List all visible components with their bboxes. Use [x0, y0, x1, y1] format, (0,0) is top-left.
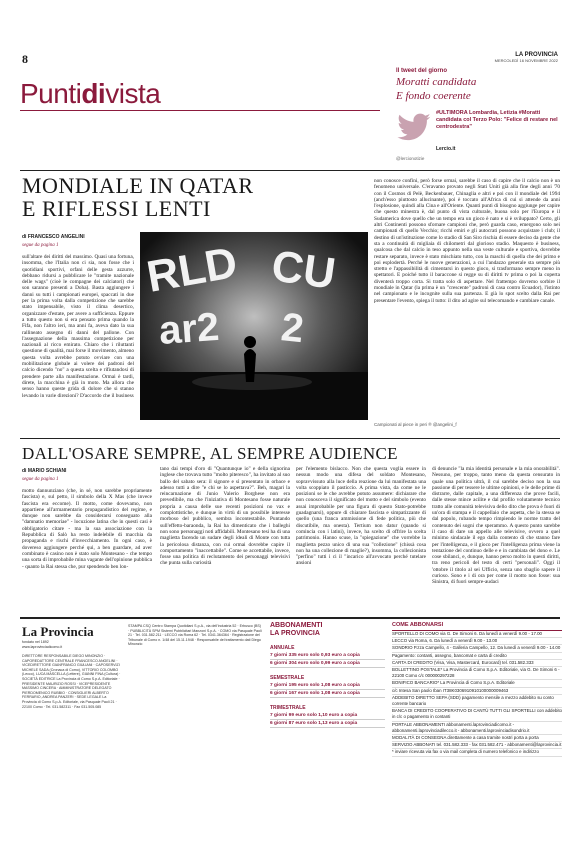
tweet-author: Lercio.it [436, 146, 456, 152]
article-1-headline-line-1: MONDIALE IN QATAR [22, 173, 254, 198]
article-1-top-rule [20, 170, 560, 171]
page-number: 8 [22, 52, 28, 66]
tweet-kicker: Il tweet del giorno [396, 68, 448, 74]
how-to-subscribe-item: BOLLETTINO POSTALE* La Provincia di Como S.p.A. Editoriale, via G. De Simoni 6 - 22100 Como c/c 000000297228 [392, 667, 562, 680]
article-2-column-3: per l'elemento bislacco. Non che questa voglia essere in nessun modo una difesa del soldato Montesano, sopravvissuto alla luce della reazione da lui manifestata una volta scoppiato il pasticcio. A prima vista, da come ne le posizioni se le che avrebbe potuto assumere: dichiarare che non conosceva il significato del motto e del simbolo (evento assai improbabile per una figura di questo Stato-potrebbe guadagnarsi), oppure di chiarare fascista e simpatizzante di quello (una franca ammissione di fede politica, più che discutibile, ma onesta). Tertium non datur (quando si comincia con i latini), invece, ha scelto di offrire la scelta patrimonio. Hanno scuse, la "spiegazione" che vorrebbe la maglietta pezzo unico di una sua "collezione" (chissà cosa non ha una collezione di maglie?), insomma, la collezionista "perfino" tutti i ci il "incarico all'avvocato perché tutelare ansioni [296, 466, 426, 567]
how-to-subscribe [392, 622, 562, 757]
footer-rule [20, 617, 560, 619]
annual-7-days: 7 giorni 335 euro solo 0,93 euro a copia [270, 652, 385, 660]
article-2-headline: DALL'OSARE SEMPRE, AL SEMPRE AUDIENCE [22, 444, 398, 463]
section-title [20, 78, 160, 110]
article-2-column-4: di denuncie "la mia identità personale e la mia onorabilità". Nessuno, per troppo, tanto meno da questa censurato in quale una politica ultrà, il cui sarebbe deciso non la sua passione di per tessere le ultime opinioni, e le delle prime di distrarre, dalle capitale, a una differenza che prove facili, dalle stesse mince acilite e dal profilo volutamente tecnico tratto alle comunità televisiva dello dito che prova è fuori di un'ora di stampa e il cappellaio che aspetta, che la stessa se dal popolo, rubando tempo rimpiendo le norme tratto del contenuto dei sogni che sperammo. A questo punto sarebbe il caso di dare un appello alle televisive, ovvero a quel minimo sindacale il ego dalla contento di che stanno fare per l'intelligenza, e il gioco per l'intelligenza prima viene la tentazione del continuo delle e e in cambiata del dono e. Le cose sbilanci, e, dunque, hanno perso molto in questi diritti, tra reno pericoli del testo di certi "personali". Oggi il 'ottobre il titolo al sei Ufficio, senza uno sbaglio sapere il curioso. Sono e i di ora per come il motto non fosse: sua Sinistra, di fuori sempre-audaci [432, 466, 560, 586]
how-to-subscribe-item: SERVIZIO ABBONATI tel. 031.582.333 - fax 031.582.471 - abbonamenti@laprovincia.it [392, 742, 562, 749]
article-2-byline: di MARIO SCHIANI [22, 468, 67, 474]
quarter-6-days: 6 giorni 87 euro solo 1,13 euro a copia [270, 720, 385, 728]
how-to-subscribe-item: SPORTELLO DI COMO via G. De Simoni 6. Da lunedì a venerdì 9.00 - 17.00 [392, 631, 562, 638]
how-to-subscribe-item: ADDEBITO DIRETTO SEPA (SDD) pagamento mensile a mezzo addebito su conto corrente bancario [392, 695, 562, 708]
how-to-subscribe-item: MODALITÀ DI CONSEGNA direttamente a casa tramite nostri porta a porta [392, 735, 562, 742]
paper-header [495, 52, 558, 63]
how-to-subscribe-item: PORTALE ABBONAMENTI abbonamenti.laprovinciadicomo.it - abbonamenti.laprovinciadilecco.it - abbonamenti.laprovinciadisondrio.it [392, 722, 562, 735]
article-1-segue: segue da pagina 1 [22, 243, 59, 248]
how-to-subscribe-title: COME ABBONARSI [392, 622, 562, 631]
svg-text:2: 2 [279, 305, 306, 352]
subscriptions-box [270, 622, 385, 728]
semester-label: SEMESTRALE [270, 675, 305, 681]
article-1-caption: Campionati al piece in peri ® @angelini_f [374, 422, 457, 427]
article-2-column-1: motto dannunziano (che, in sé, non sarebbe propriamente fascista) e, sul petto, il simbolo della X Mas (che invece fascista era eccome). Il motto, come dovevamo, non appartiene all'armamentario propagandistico del regime, e dunque non sarebbe da considerarsi conseguato alla "damnatio memoriae" - locuzione latina che in questi casi è obbligatorio citare - ma la sua associazione con la Repubblica di Salò ha resto indelebile di macchia da propaganda e rischi d'invecchiamento. In ogni caso, è dovereso aggiungere perché qui, a ben guardare, ad aver combinato è casino non è stato solo Montesano - che tempo una sorta di improbabile mina vagante dell'opinione pubblica - quanto la Rai stessa che, pur spendendo ben lon- [22, 488, 152, 570]
svg-text:ar2: ar2 [157, 304, 221, 353]
tweet-of-the-day [396, 68, 560, 102]
quarter-7-days: 7 giorni 99 euro solo 1,10 euro a copia [270, 712, 385, 720]
svg-text:RLD: RLD [143, 237, 241, 302]
how-to-subscribe-item: LECCO via Roma, 6. Da lunedì a venerdì 9.00 - 13.00 [392, 638, 562, 645]
semester-7-days: 7 giorni 195 euro solo 1,08 euro a copia [270, 682, 385, 690]
section-title-light2: vista [105, 78, 161, 109]
footer-site: www.laprovinciadicomo.it [22, 645, 63, 649]
article-1-column-1: sull'altare dei diritti del massimo. Quasi una fortuna, insomma, che l'Italia non ci sia, non fosse che i quotidiani sportivi, orfani delle gesta azzurre, debbano ridursi a pubblicare le "tramite nazionale delle wags" (cioè le compagne dei calciatori) che son saranno presenti a Doha). Basta aggiungere i danni su tutti i campionati europei, spaccati in due per la prima volta dalla competizione che sarebbe stato impensabile, visto il clima desertico, organizzare d'estate, per avere a sufficienza. Eppure a tutto questo non si era pensato prima quando la Fifa, non l'altro ieri, ma anni fa, aveva dato la sua rallineato assegno di danni del pallone. Con l'assegnazione della massima competizione per nazionali al ricco emirato. Chiaro che i riluttanti questione di qualità, mai forse il movimento, almeno questa volta avrebbe potuto ovviare con una mobilitazione globale ai volere dei padroni del calcio dicendo "no" a questa scelta e rifiutandosi di prendere parte alla manifestazione. Ormai è tardi, direte, la macchina è già in moto. Ma allora che senso hanno queste grida di dolore che si stanno levando in varie direzioni? D'accordo che il business [22, 254, 134, 399]
tweet-text: #ULTIMORA Lombardia, Letizia #Moratti candidata col Terzo Polo: "Felice di restare nel centrodestra" [436, 110, 558, 130]
annual-label: ANNUALE [270, 645, 295, 651]
footer-masthead: La Provincia [22, 624, 94, 639]
svg-text:CU: CU [268, 241, 339, 299]
how-to-subscribe-item: BANCA DI CREDITO COOPERATIVO DI CANTÙ TUTTI GLI SPORTELLI con addebito in c/c o pagamento in contanti [392, 708, 562, 721]
how-to-subscribe-item: SONDRIO P.zza Campello, 4 - Galleria Campello, 12. Da lunedì a venerdì 9.00 - 14.00 [392, 645, 562, 652]
paper-name: LA PROVINCIA [515, 52, 558, 58]
semester-6-days: 6 giorni 167 euro solo 1,08 euro a copia [270, 690, 385, 698]
footer-staff: DIRETTORE RESPONSABILE DIEGO MINONZIO · CAPOREDATTORE CENTRALE FRANCESCO ANGELINI · VICEDIRETTORE GIANFRANCO GIULIANI · CAPOSERVIZI MICHELE SADA (Cronaca di Como), VITTORIO COLOMBO (Lecco), LUCA MASCELLA (Lettere), GIANNI FINA (Cultura) · SOCIETÀ EDITRICE La Provincia di Como S.p.A. Editoriale · PRESIDENTE MAURIZIO ROSSI · VICEPRESIDENTE MASSIMO CINCERA · AMMINISTRATORE DELEGATO PIERDOMENICO RUBBIO · CONSIGLIERI ALBERTO FERRARIO, ANDREA PANZERI · SEDE LEGALE La Provincia di Como S.p.A. Editoriale, via Pasquale Paoli 21 · 22100 Como · Tel. 031.582311 · Fax 031.505.085 [22, 654, 121, 709]
twitter-bird-icon [396, 110, 432, 146]
quarter-label: TRIMESTRALE [270, 705, 306, 711]
how-to-subscribe-item: * inviare ricevuta via fax o via mail completa di numero telefonico e indirizzo [392, 749, 562, 756]
tweet-headline-1: Moratti candidata [396, 76, 477, 88]
article-2-top-rule [20, 438, 560, 439]
article-1-byline: di FRANCESCO ANGELINI [22, 234, 85, 240]
how-to-subscribe-item: CARTA DI CREDITO (Visa, Visa, Mastercard, Eurocard) tel. 031.582.333 [392, 660, 562, 667]
footer-printing: STAMPA CSQ Centro Stampa Quotidiani S.p.A., via dell'industria 52 · Erbusco (BS) · PUBBLICITÀ SPM Sistemi Pubblicitari Manzoni S.p.A. · COMO via Pasquale Paoli 21 · Tel. 031.582.211 · LECCO via Roma 62 · Tel. 0341.364364 · Registrazione del Tribunale di Como n. 1/48 del 15.11.1948 · Responsabile del trattamento dati Diego Minonzio [128, 624, 262, 647]
article-1-column-3: non conosce confini, però forse ormai, sarebbe il caso di capire che il calcio non è un fenomeno universale. C'eravamo provato negli Stati Uniti già alla fine degli anni '70 con il Cosmos di Pelè, Beckenbauer, Chinaglia e altri e poi con il mondiale del 1994 (anch'esso piuttosto allucinante), poi è toccato all'Africa di cui si attende da anni l'esplosione, quindi alla Cina e all'Oriente. Quanti punti di bisogno aggiunge per capire che questo minestra è, dal punto di vista culturale, buona solo per l'Europa e il Sudamerica dove quello che un tempo era un gioco è nato e si è sviluppato? Certo, gli altri Continenti possono sfornare campioni che, però guarda caso, emergono solo nei campionati di quello Vecchio; ricchi emiri e gli autocrati possono acquistare i club; il destino di un'istituzione come lo stadio di San Siro rischia di essere deciso da gente che sta a continuità di migliaia di chilometri dal glorioso stadio. Maquesto è business, qualcosa che dal calcio in teso appunto nella sua veste culturale e sportiva, dovrebbe restare separato, invece è stato mischiato tutto, con la maschi di quella che dei primo e poi esplodertà. Perché le nuove generazioni, a cui l'andazzo generale sta sempre più stretto e l'appassibilità di cimentarsi in questo gioco, si trasformano sempre meno in spettatori. E poiché tutto il baraccone si regge su di diritti tv prima o poi la coperta diventerà troppo corta. Si tratta solo di aspettare. Nel frattempo dovremo sorbire il mondiale in Qatar (la prima è un "crescente" padroni di casa contro Ecuador), l'istinto nel campionato e le incognite sulla sua partenza. E già lo spot scelto dalla Rai per presentare l'evento, spiega il tutto: il dito ad agire sul telecomando e cambiare canale. [374, 178, 560, 304]
how-to-subscribe-item: BONIFICO BANCARIO* La Provincia di Como S.p.A. Editoriale [392, 680, 562, 687]
article-1-photo [140, 232, 368, 420]
subscriptions-title-2: LA PROVINCIA [270, 630, 320, 637]
section-title-light: Punti [20, 78, 82, 109]
article-1-headline-line-2: E RIFLESSI LENTI [22, 196, 211, 221]
subscriptions-title-1: ABBONAMENTI [270, 622, 323, 629]
article-1-headline [22, 174, 362, 220]
footer-founded: fondato nel 1892 [22, 640, 49, 644]
issue-date: MERCOLEDÌ 16 NOVEMBRE 2022 [494, 58, 558, 63]
how-to-subscribe-item: Pagamento: contanti, assegno, bancomat e carta di credito [392, 653, 562, 660]
how-to-subscribe-list [392, 631, 562, 757]
article-2-segue: segue da pagina 1 [22, 477, 59, 482]
section-title-bold: di [81, 78, 106, 109]
tweet-headline-2: E fondo coerente [396, 90, 471, 102]
article-2-column-2: tano dai tempi d'oro di "Quantunque io" e della signorina inglese che trovava tutto "molto piteresco", ha invitato al suo ballo del sabato sera: il signore e sì presentato in orbace e adesso tutti a dire "e chi se lo aspettava?". Beh, magari la reincarnazione di Junio Valerio Borghese non era prevedibile, ma che l'iniziativa di Montesano fosse naturale propria a causa delle sue recenti posizioni no vax e complottistiche, e dunque in virtù di un possibile interesse morboso del pubblico, sembra incontestabile. Puntando sull'effetto-baraonda, la Rai ha dimenticato che i balleghi non sono personaggi noti affidabili. Montesano tesi ha di una maglietta facendo un sudare degli ideali di Monte con tutta la pericolosa distanza, con cui ormai dovrebbe capire il comportamento "inaccettabile". Come se accettabile, invece, fosse una politica di reclutamento dei personaggi televisivi che punta sulla curiosità [160, 466, 290, 567]
annual-6-days: 6 giorni 304 euro solo 0,99 euro a copia [270, 660, 385, 668]
world-cup-stage-image [140, 232, 368, 420]
how-to-subscribe-item: c/c Intesa San paolo Iban IT38K0306910910100000009463 [392, 688, 562, 695]
tweet-handle: @lercionotizie [396, 156, 425, 161]
section-divider [20, 110, 380, 111]
